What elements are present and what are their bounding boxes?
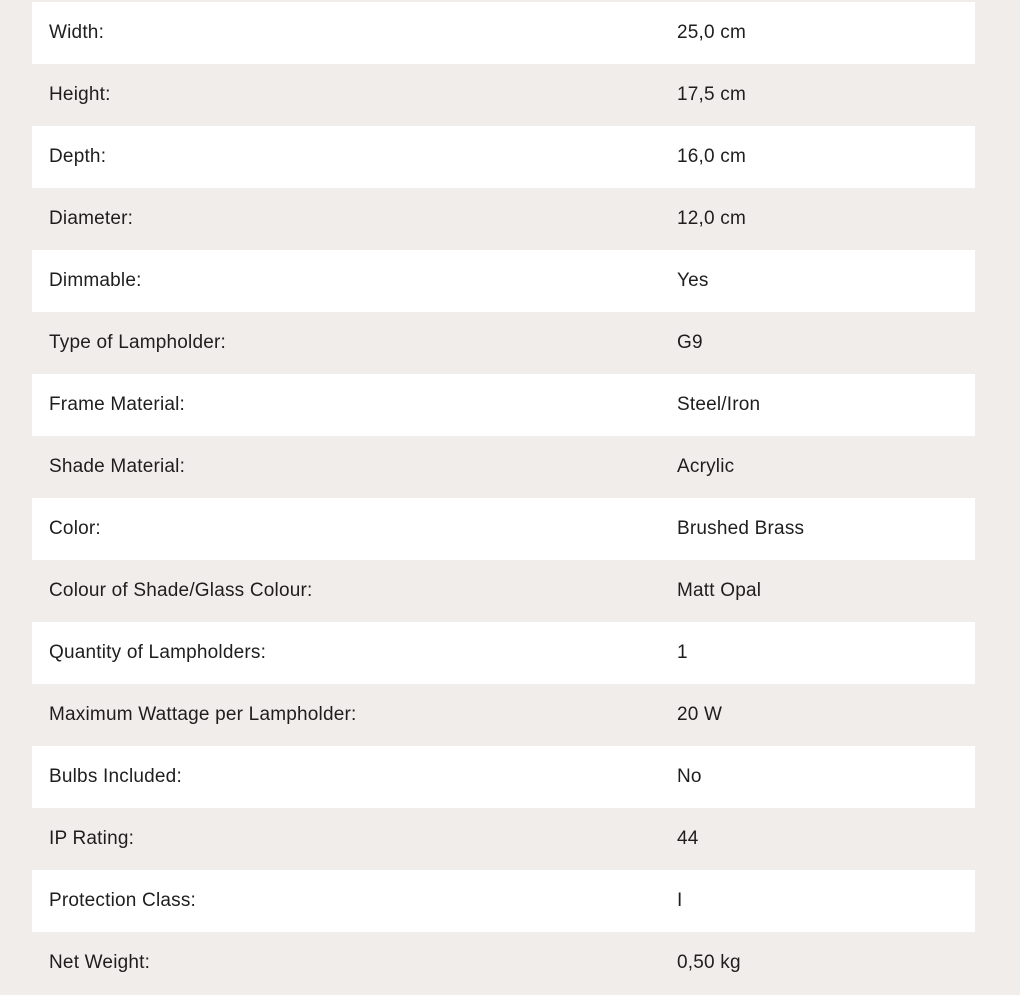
- spec-value: Steel/Iron: [677, 394, 761, 415]
- spec-value: I: [677, 890, 683, 911]
- spec-value: Brushed Brass: [677, 518, 805, 539]
- spec-value: 16,0 cm: [677, 146, 746, 167]
- spec-label: Width:: [49, 22, 105, 43]
- spec-value: 12,0 cm: [677, 208, 746, 229]
- spec-label: Protection Class:: [49, 890, 197, 911]
- spec-row-depth: [32, 126, 975, 188]
- spec-row-width: [32, 2, 975, 64]
- spec-value: 20 W: [677, 704, 723, 725]
- spec-label: Type of Lampholder:: [49, 332, 227, 353]
- spec-row-net-weight: [32, 932, 975, 994]
- spec-row-bulbs-included: [32, 746, 975, 808]
- spec-label: Frame Material:: [49, 394, 186, 415]
- spec-label: Depth:: [49, 146, 107, 167]
- spec-row-frame-material: [32, 374, 975, 436]
- spec-row-max-wattage: [32, 684, 975, 746]
- spec-label: Colour of Shade/Glass Colour:: [49, 580, 313, 601]
- spec-row-lampholder-quantity: [32, 622, 975, 684]
- spec-label: Shade Material:: [49, 456, 186, 477]
- specifications-table: [32, 2, 975, 994]
- spec-value: Acrylic: [677, 456, 735, 477]
- spec-value: 1: [677, 642, 688, 663]
- spec-row-shade-material: [32, 436, 975, 498]
- spec-label: Quantity of Lampholders:: [49, 642, 267, 663]
- spec-row-shade-colour: [32, 560, 975, 622]
- spec-label: Bulbs Included:: [49, 766, 182, 787]
- spec-label: Dimmable:: [49, 270, 142, 291]
- spec-label: Net Weight:: [49, 952, 151, 973]
- spec-row-color: [32, 498, 975, 560]
- spec-label: Height:: [49, 84, 111, 105]
- spec-row-diameter: [32, 188, 975, 250]
- spec-value: 44: [677, 828, 699, 849]
- spec-row-lampholder-type: [32, 312, 975, 374]
- spec-row-dimmable: [32, 250, 975, 312]
- spec-value: G9: [677, 332, 703, 353]
- spec-value: 25,0 cm: [677, 22, 746, 43]
- spec-value: 17,5 cm: [677, 84, 746, 105]
- spec-value: Matt Opal: [677, 580, 762, 601]
- spec-row-protection-class: [32, 870, 975, 932]
- spec-value: 0,50 kg: [677, 952, 741, 973]
- spec-row-ip-rating: [32, 808, 975, 870]
- spec-label: Color:: [49, 518, 101, 539]
- spec-row-height: [32, 64, 975, 126]
- spec-label: IP Rating:: [49, 828, 135, 849]
- spec-value: No: [677, 766, 702, 787]
- spec-value: Yes: [677, 270, 709, 291]
- spec-label: Diameter:: [49, 208, 134, 229]
- spec-label: Maximum Wattage per Lampholder:: [49, 704, 357, 725]
